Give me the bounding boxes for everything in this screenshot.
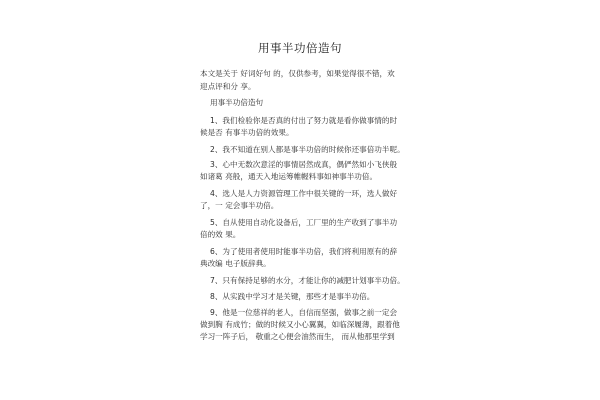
sentence-7-line-1: 7、只有保持足够的水分，才能让你的减肥计划事半功倍。 (210, 276, 405, 285)
sentence-1-line-1: 1、我们检验你是否真的付出了努力就是看你做事情的时 (210, 116, 398, 125)
section-subtitle: 用事半功倍造句 (210, 98, 264, 107)
sentence-8-line-1: 8、从实践中学习才是关键，那些才是事半功倍。 (210, 292, 375, 301)
sentence-5-line-2: 倍的效 果。 (200, 230, 241, 239)
sentence-9-line-3: 学习一阵子后， 敬重之心便会油然而生， 而从他那里学到 (200, 332, 395, 341)
sentence-5-line-1: 5、自从使用自动化设备后，工厂里的生产收到了事半功 (210, 218, 398, 227)
document-title: 用事半功倍造句 (258, 41, 342, 55)
sentence-1-line-2: 候是否 有事半功倍的效果。 (200, 128, 294, 137)
sentence-2-line-1: 2、我不知道在别人都是事半功倍的时候你还事倍功半呢。 (210, 145, 405, 154)
sentence-9-line-1: 9、他是一位慈祥的老人，自信而坚强，做事之前一定会 (210, 308, 398, 317)
sentence-4-line-1: 4、选人是人力资源管理工作中很关键的一环，选人做好 (210, 189, 398, 198)
intro-line-2: 迎点评和分 享。 (200, 82, 256, 91)
intro-line-1: 本文是关于 好词好句 的，仅供参考，如果觉得很不错，欢 (200, 69, 395, 78)
sentence-9-line-2: 做到胸 有成竹；做的时候又小心翼翼，如临深履薄，跟着他 (200, 320, 400, 329)
sentence-3-line-2: 如诸葛 亮般，通天入地运筹帷幄料事如神事半功倍。 (200, 172, 378, 181)
sentence-3-line-1: 3、心中无数次意淫的事情居然成真，偶俨然如小飞侠般 (210, 160, 398, 169)
sentence-6-line-1: 6、为了使用者使用时能事半功倍，我们将利用原有的辞 (210, 247, 398, 256)
sentence-4-line-2: 了，一 定会事半功倍。 (200, 201, 279, 210)
sentence-6-line-2: 典改编 电子版辞典。 (200, 259, 271, 268)
